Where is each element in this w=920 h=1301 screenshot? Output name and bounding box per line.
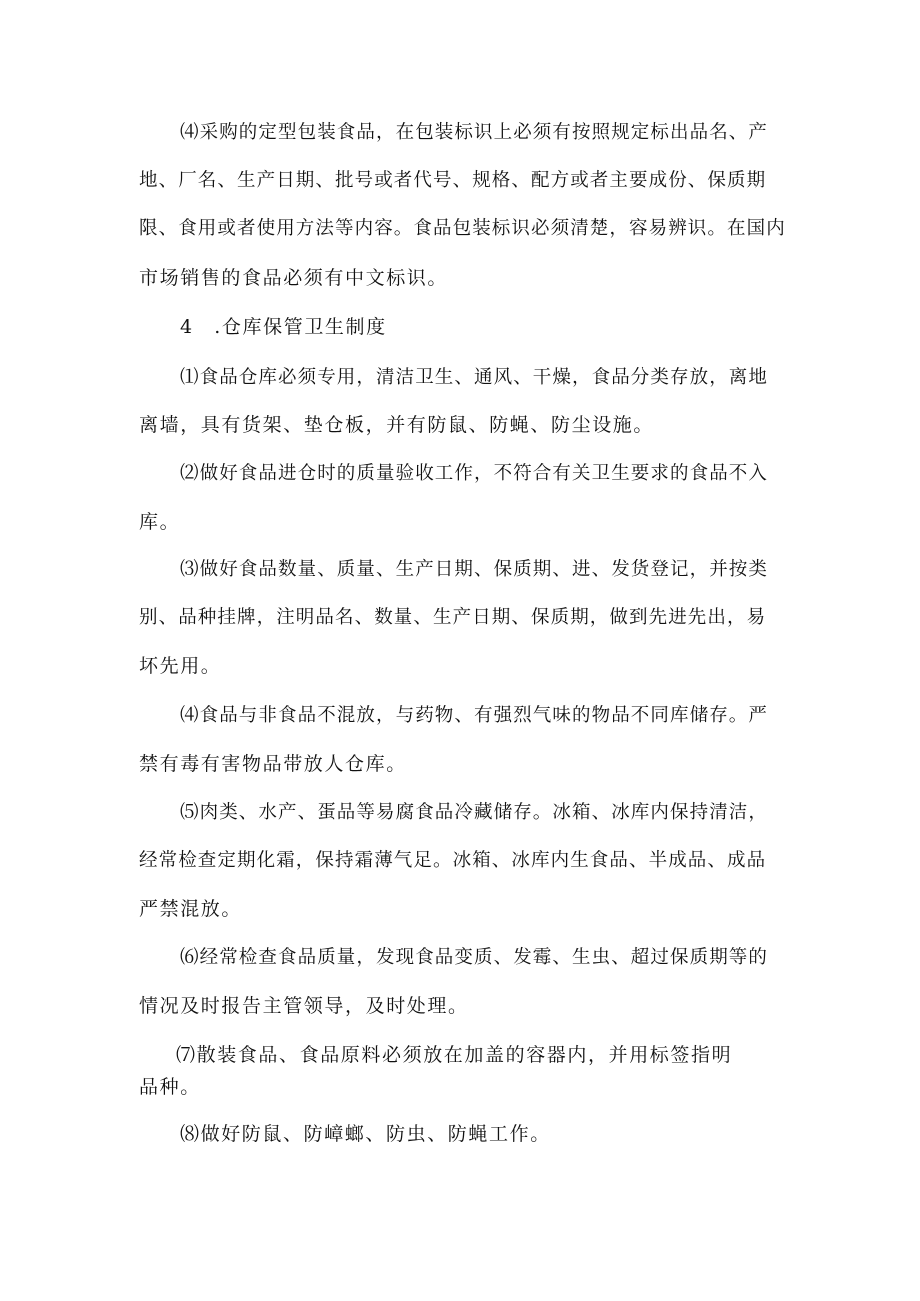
paragraph-line: 市场销售的食品必须有中文标识。: [139, 267, 449, 289]
paragraph-line: 别、品种挂牌，注明品名、数量、生产日期、保质期，做到先进先出，易: [139, 607, 767, 628]
paragraph-line: 坏先用。: [139, 655, 222, 677]
paragraph-line: ⑴食品仓库必须专用，清洁卫生、通风、干燥，食品分类存放，离地: [180, 367, 769, 388]
paragraph-line: 经常检查定期化霜，保持霜薄气足。冰箱、冰库内生食品、半成品、成品: [139, 850, 767, 871]
paragraph-line: 离墙，具有货架、垫仓板，并有防鼠、防蝇、防尘设施。: [139, 414, 655, 436]
paragraph-line: ⑹经常检查食品质量，发现食品变质、发霉、生虫、超过保质期等的: [180, 947, 769, 968]
paragraph-line: ⑷采购的定型包装食品，在包装标识上必须有按照规定标出品名、产: [180, 122, 769, 143]
section-heading: 4 .仓库保管卫生制度: [180, 316, 387, 338]
paragraph-line: ⑵做好食品进仓时的质量验收工作，不符合有关卫生要求的食品不入: [180, 463, 769, 484]
paragraph-line: ⑺散装食品、食品原料必须放在加盖的容器内，并用标签指明: [176, 1044, 733, 1066]
paragraph-line: ⑻做好防鼠、防嶂螂、防虫、防蝇工作。: [180, 1123, 551, 1145]
paragraph-line: 严禁混放。: [139, 898, 243, 920]
paragraph-line: ⑷食品与非食品不混放，与药物、有强烈气味的物品不同库储存。严: [180, 705, 769, 726]
paragraph-line: ⑸肉类、水产、蛋品等易腐食品冷藏储存。冰箱、冰库内保持清洁，: [180, 802, 769, 823]
paragraph-line: 限、食用或者使用方法等内容。食品包装标识必须清楚，容易辨识。在国内: [139, 218, 786, 239]
paragraph-line: 库。: [139, 511, 181, 533]
paragraph-line: 品种。: [139, 1076, 201, 1098]
paragraph-line: 地、厂名、生产日期、批号或者代号、规格、配方或者主要成份、保质期: [139, 170, 767, 191]
paragraph-line: ⑶做好食品数量、质量、生产日期、保质期、进、发货登记，并按类: [180, 559, 769, 580]
paragraph-line: 情况及时报告主管领导，及时处理。: [139, 995, 469, 1017]
paragraph-line: 禁有毒有害物品带放人仓库。: [139, 753, 407, 775]
